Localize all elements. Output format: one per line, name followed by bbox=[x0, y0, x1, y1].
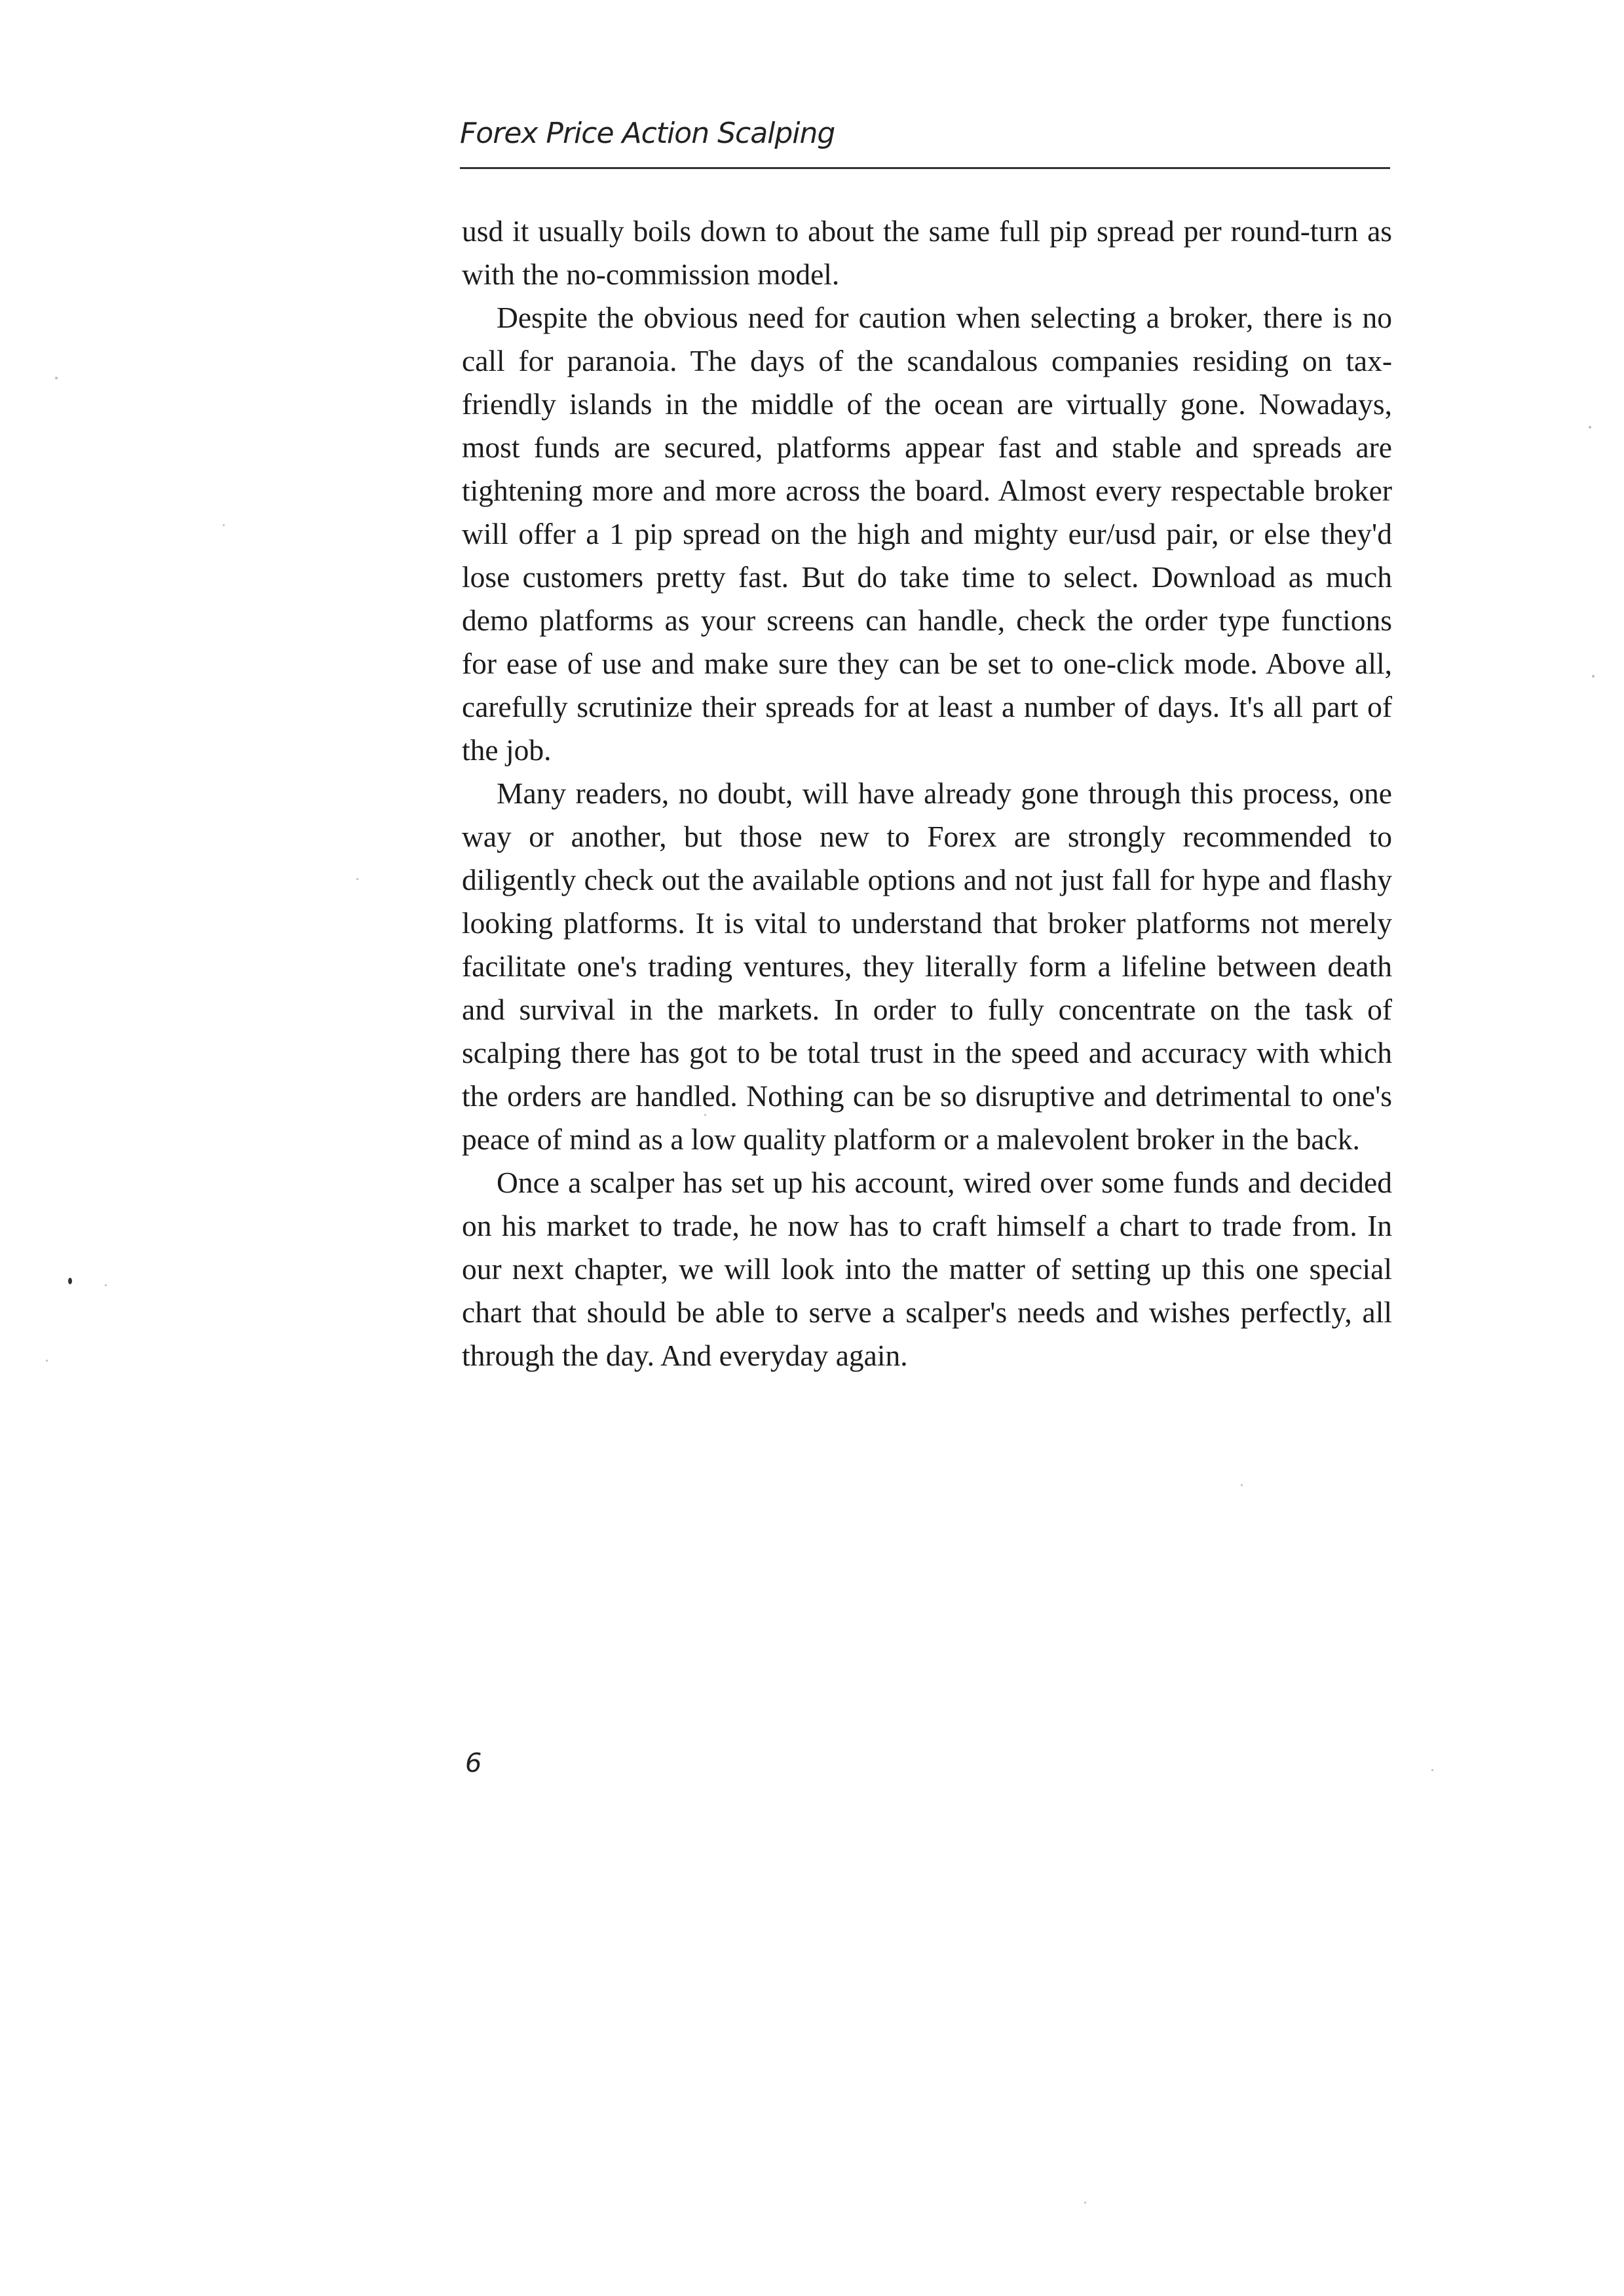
body-text bbox=[462, 210, 1392, 1377]
running-header-title: Forex Price Action Scalping bbox=[460, 117, 835, 150]
header-rule bbox=[460, 167, 1390, 169]
scan-speck bbox=[1592, 675, 1595, 678]
paragraph-1: usd it usually boils down to about the same full pip spread per round-turn as with the no-commission model. bbox=[462, 214, 1392, 291]
scan-speck bbox=[1241, 1484, 1243, 1486]
scan-speck bbox=[1431, 1769, 1433, 1771]
scan-speck bbox=[1589, 426, 1591, 429]
scan-speck bbox=[704, 1114, 706, 1116]
scan-speck bbox=[223, 524, 225, 526]
scan-speck bbox=[356, 878, 358, 880]
paragraph-3: Many readers, no doubt, will have already gone through this process, one way or another, but those new to Forex are strongly recommended to diligently check out the available options and not just fall for hype and flashy looking platforms. It is vital to understand that broker platforms not merely facilitate one's trading ventures, they literally form a lifeline between death and survival in the markets. In order to fully concentrate on the task of scalping there has got to be total trust in the speed and accuracy with which the orders are handled. Nothing can be so disruptive and detrimental to one's peace of mind as a low quality platform or a malevolent broker in the back. bbox=[462, 776, 1392, 1156]
page-number: 6 bbox=[465, 1748, 482, 1778]
scan-speck bbox=[1084, 2202, 1086, 2204]
scan-speck bbox=[105, 1284, 107, 1286]
paragraph-2: Despite the obvious need for caution when selecting a broker, there is no call for paranoia. The days of the scandalous companies residing on tax-friendly islands in the middle of the ocean are virtually gone. Nowadays, most funds are secured, platforms appear fast and stable and spreads are tightening more and more across the board. Almost every respectable broker will offer a 1 pip spread on the high and mighty eur/usd pair, or else they'd lose customers pretty fast. But do take time to select. Download as much demo platforms as your screens can handle, check the order type functions for ease of use and make sure they can be set to one-click mode. Above all, carefully scrutinize their spreads for at least a number of days. It's all part of the job. bbox=[462, 301, 1392, 767]
scan-speck bbox=[68, 1278, 72, 1284]
scan-speck bbox=[46, 1360, 48, 1362]
scan-speck bbox=[55, 377, 58, 379]
paragraph-4: Once a scalper has set up his account, wired over some funds and decided on his market to trade, he now has to craft himself a chart to trade from. In our next chapter, we will look into the matter of setting up this one special chart that should be able to serve a scalper's needs and wishes perfectly, all through the day. And everyday again. bbox=[462, 1166, 1392, 1372]
